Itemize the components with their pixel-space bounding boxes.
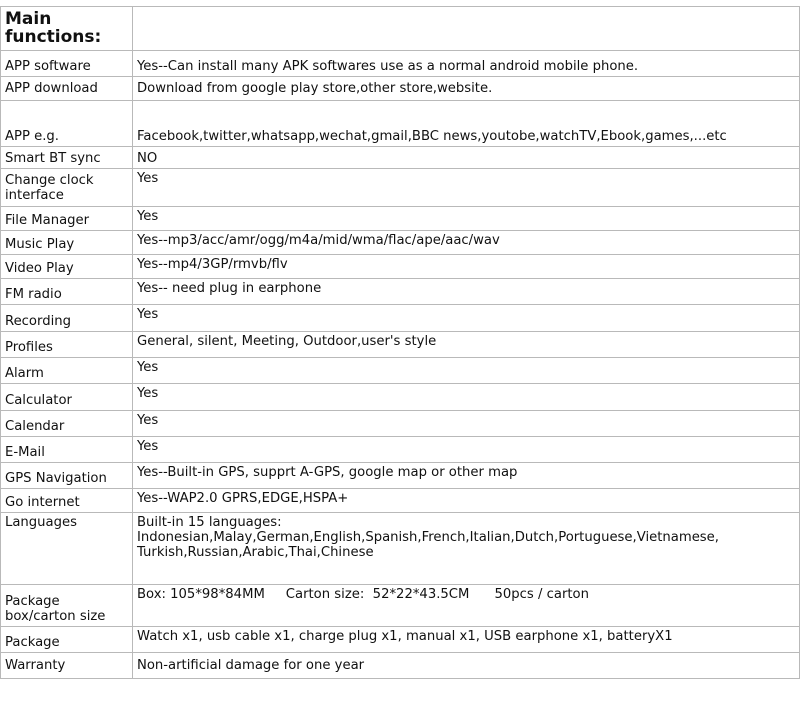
row-value: Non-artificial damage for one year (133, 653, 800, 679)
row-value: Yes--Can install many APK softwares use as a normal android mobile phone. (133, 51, 800, 77)
main-functions-table (0, 6, 800, 679)
row-value: Facebook,twitter,whatsapp,wechat,gmail,BBC news,youtobe,watchTV,Ebook,games,...etc (133, 101, 800, 147)
table-row (1, 513, 800, 585)
row-label: File Manager (1, 207, 133, 231)
table-row (1, 437, 800, 463)
row-label: Package box/carton size (1, 585, 133, 627)
table-row (1, 332, 800, 358)
table-row (1, 653, 800, 679)
row-label: Package (1, 627, 133, 653)
table-row (1, 358, 800, 384)
table-row (1, 147, 800, 169)
row-label: Calendar (1, 411, 133, 437)
row-label: APP download (1, 77, 133, 101)
row-value: Yes (133, 305, 800, 332)
row-label: Calculator (1, 384, 133, 411)
row-value: Yes (133, 169, 800, 207)
table-row (1, 411, 800, 437)
table-title: Main functions: (1, 7, 133, 51)
table-row (1, 384, 800, 411)
table-row (1, 305, 800, 332)
table-row (1, 585, 800, 627)
table-row (1, 77, 800, 101)
table-header-row (1, 7, 800, 51)
row-value: Yes--Built-in GPS, supprt A-GPS, google map or other map (133, 463, 800, 489)
table-row (1, 489, 800, 513)
languages-line: Built-in 15 languages: (137, 515, 282, 530)
row-label: Go internet (1, 489, 133, 513)
languages-line: Indonesian,Malay,German,English,Spanish,French,Italian,Dutch,Portuguese,Vietnamese, (137, 530, 719, 545)
row-value (133, 513, 800, 585)
row-label: E-Mail (1, 437, 133, 463)
table-row (1, 463, 800, 489)
row-label: Music Play (1, 231, 133, 255)
row-label: FM radio (1, 279, 133, 305)
row-label: Change clock interface (1, 169, 133, 207)
row-label: Warranty (1, 653, 133, 679)
row-label: Video Play (1, 255, 133, 279)
row-value: NO (133, 147, 800, 169)
row-value: Yes (133, 437, 800, 463)
row-label: Alarm (1, 358, 133, 384)
row-value: General, silent, Meeting, Outdoor,user's style (133, 332, 800, 358)
table-row (1, 627, 800, 653)
row-value: Yes--WAP2.0 GPRS,EDGE,HSPA+ (133, 489, 800, 513)
row-value: Watch x1, usb cable x1, charge plug x1, manual x1, USB earphone x1, batteryX1 (133, 627, 800, 653)
table-row (1, 169, 800, 207)
row-label: APP e.g. (1, 101, 133, 147)
row-value: Yes (133, 207, 800, 231)
row-label: Languages (1, 513, 133, 585)
row-label: Profiles (1, 332, 133, 358)
table-row (1, 279, 800, 305)
languages-line: Turkish,Russian,Arabic,Thai,Chinese (137, 545, 374, 560)
row-value: Yes (133, 358, 800, 384)
table-row (1, 207, 800, 231)
row-value: Yes--mp3/acc/amr/ogg/m4a/mid/wma/flac/ape/aac/wav (133, 231, 800, 255)
row-value: Box: 105*98*84MM Carton size: 52*22*43.5CM 50pcs / carton (133, 585, 800, 627)
table-row (1, 101, 800, 147)
row-value: Yes (133, 384, 800, 411)
row-value: Download from google play store,other store,website. (133, 77, 800, 101)
row-value: Yes-- need plug in earphone (133, 279, 800, 305)
row-value: Yes (133, 411, 800, 437)
row-label: Recording (1, 305, 133, 332)
row-value: Yes--mp4/3GP/rmvb/flv (133, 255, 800, 279)
row-label: GPS Navigation (1, 463, 133, 489)
table-row (1, 51, 800, 77)
row-label: APP software (1, 51, 133, 77)
table-row (1, 231, 800, 255)
row-label: Smart BT sync (1, 147, 133, 169)
table-row (1, 255, 800, 279)
table-title-empty-cell (133, 7, 800, 51)
